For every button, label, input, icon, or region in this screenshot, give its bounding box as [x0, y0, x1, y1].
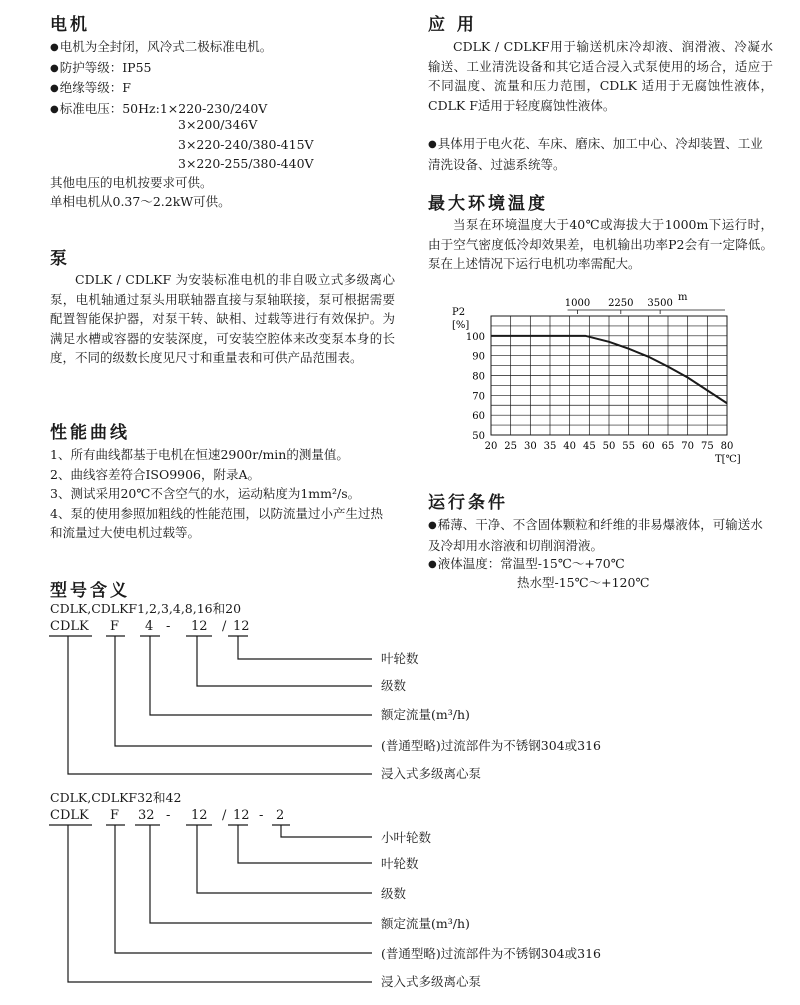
- motor-list: [50, 37, 380, 119]
- label-stages: 级数: [381, 678, 407, 693]
- code-dash: -: [166, 808, 171, 823]
- x-tick-label: 60: [641, 441, 655, 452]
- x-tick-label: 25: [504, 441, 518, 452]
- x-tick-label: 80: [720, 441, 734, 452]
- code-dash: -: [259, 808, 264, 823]
- code-dash: -: [166, 619, 171, 634]
- label-stages: 级数: [381, 886, 407, 901]
- label-series: 浸入式多级离心泵: [381, 974, 482, 989]
- motor-note: 单相电机从0.37～2.2kW可供。: [50, 194, 231, 209]
- code-material: F: [110, 808, 120, 823]
- curves-item: 1、所有曲线都基于电机在恒速2900r/min的测量值。: [50, 447, 349, 462]
- application-heading: 应 用: [428, 15, 477, 35]
- motor-line: ● 绝缘等级：F: [50, 78, 380, 99]
- altitude-tick-label: 1000: [564, 298, 591, 309]
- x-tick-label: 30: [523, 441, 537, 452]
- x-tick-label: 65: [661, 441, 675, 452]
- x-axis-label: T[℃]: [715, 454, 741, 465]
- curves-item: 4、泵的使用参照加粗线的性能范围，以防流量过小产生过热和流量过大使电机过载等。: [50, 505, 383, 540]
- code-flow: 4: [145, 619, 154, 634]
- motor-line: ● 标准电压：50Hz:1×220-230/240V: [50, 99, 380, 120]
- x-tick-label: 40: [563, 441, 577, 452]
- code-stages: 12: [191, 808, 208, 823]
- motor-voltage: 3×220-240/380-415V: [178, 136, 314, 152]
- y-axis-label: P2: [452, 307, 466, 318]
- curves-list: [50, 445, 395, 543]
- label-flow: 额定流量(m³/h): [381, 916, 470, 931]
- label-material: (普通型略)过流部件为不锈钢304或316: [381, 946, 601, 961]
- code-series: CDLK: [50, 808, 89, 823]
- motor-voltage: 3×200/346V: [178, 117, 258, 132]
- motor-voltage: 3×220-255/380-440V: [178, 156, 314, 171]
- chart-grid: [491, 316, 727, 435]
- ambient-text: 当泵在环境温度大于40℃或海拔大于1000m下运行时，由于空气密度低冷却效果差，电机输出功率P2会有一定降低。泵在上述情况下运行电机功率需配大。: [428, 217, 773, 271]
- x-tick-label: 20: [484, 441, 498, 452]
- motor-heading: 电机: [50, 15, 90, 35]
- y-tick-label: 90: [472, 351, 485, 363]
- label-flow: 额定流量(m³/h): [381, 707, 470, 722]
- motor-note: 其他电压的电机按要求可供。: [50, 175, 213, 190]
- altitude-unit: m: [678, 292, 688, 303]
- model-group1-leaders: [0, 630, 400, 785]
- label-impellers: 叶轮数: [381, 651, 419, 666]
- y-tick-label: 100: [465, 331, 485, 343]
- code-slash: /: [222, 619, 227, 634]
- pump-text: CDLK / CDLKF 为安装标准电机的非自吸立式多级离心泵，电机轴通过泵头用联轴器直接与泵轴联接，泵可根据需要配置智能保护器，对泵干转、缺相、过载等进行有效保护。为满足水槽或容器的安装深度，可安装空腔体来改变泵本身的长度，不同的级数长度见尺寸和重量表和可供产品范围表。: [50, 272, 395, 365]
- code-flow: 32: [138, 808, 155, 823]
- x-tick-label: 35: [543, 441, 557, 452]
- y-tick-label: 70: [472, 391, 485, 403]
- x-tick-label: 75: [700, 441, 714, 452]
- altitude-tick-label: 3500: [647, 298, 673, 309]
- label-material: (普通型略)过流部件为不锈钢304或316: [381, 738, 601, 753]
- label-impellers: 叶轮数: [381, 856, 419, 871]
- ambient-heading: 最大环境温度: [428, 194, 548, 214]
- code-stages: 12: [191, 619, 208, 634]
- x-tick-label: 55: [622, 441, 636, 452]
- y-tick-label: 60: [472, 411, 485, 423]
- curves-item: 2、曲线容差符合ISO9906，附录A。: [50, 466, 261, 482]
- model-heading: 型号含义: [50, 581, 130, 601]
- motor-line: ● 防护等级：IP55: [50, 58, 380, 79]
- chart-ticks: [466, 298, 733, 452]
- x-tick-label: 70: [681, 441, 695, 452]
- application-text: CDLK / CDLKF用于输送机床冷却液、润滑液、冷凝水输送、工业清洗设备和其它适合浸入式泵使用的场合，适应于不同温度、流量和压力范围，CDLK 适用于无腐蚀性液体，CDLK F适用于轻度腐蚀性液体。: [428, 39, 773, 113]
- code-impellers: 12: [233, 619, 250, 634]
- code-series: CDLK: [50, 619, 89, 634]
- code-impellers: 12: [233, 808, 250, 823]
- x-tick-label: 50: [602, 441, 616, 452]
- application-bullet: ● 具体用于电火花、车床、磨床、加工中心、冷却装置、工业清洗设备、过滤系统等。: [428, 134, 773, 174]
- pump-heading: 泵: [50, 249, 70, 269]
- model-group2-leaders: [0, 819, 400, 991]
- y-tick-label: 50: [472, 431, 485, 442]
- label-series: 浸入式多级离心泵: [381, 766, 482, 781]
- operating-bullet: ● 液体温度：常温型-15℃～+70℃: [428, 554, 773, 575]
- motor-line: ● 电机为全封闭，风冷式二极标准电机。: [50, 37, 380, 58]
- altitude-tick-label: 2250: [608, 298, 634, 309]
- label-small-impellers: 小叶轮数: [381, 830, 432, 845]
- y-tick-label: 80: [472, 371, 485, 383]
- operating-bullet: ● 稀薄、干净、不含固体颗粒和纤维的非易爆液体，可输送水及冷却用水溶液和切削润滑液。: [428, 515, 773, 555]
- x-tick-label: 45: [582, 441, 596, 452]
- code-small-impellers: 2: [276, 808, 285, 823]
- derating-chart: [440, 290, 760, 470]
- curves-heading: 性能曲线: [50, 423, 130, 443]
- y-axis-unit: [%]: [452, 320, 470, 331]
- code-slash: /: [222, 808, 227, 823]
- curves-item: 3、测试采用20℃不含空气的水，运动粘度为1mm²/s。: [50, 486, 361, 501]
- model-group1-title: CDLK,CDLKF1,2,3,4,8,16和20: [50, 601, 242, 616]
- model-group2-title: CDLK,CDLKF32和42: [50, 790, 182, 805]
- operating-heading: 运行条件: [428, 493, 508, 513]
- operating-line: 热水型-15℃～+120℃: [517, 575, 650, 590]
- code-material: F: [110, 619, 120, 634]
